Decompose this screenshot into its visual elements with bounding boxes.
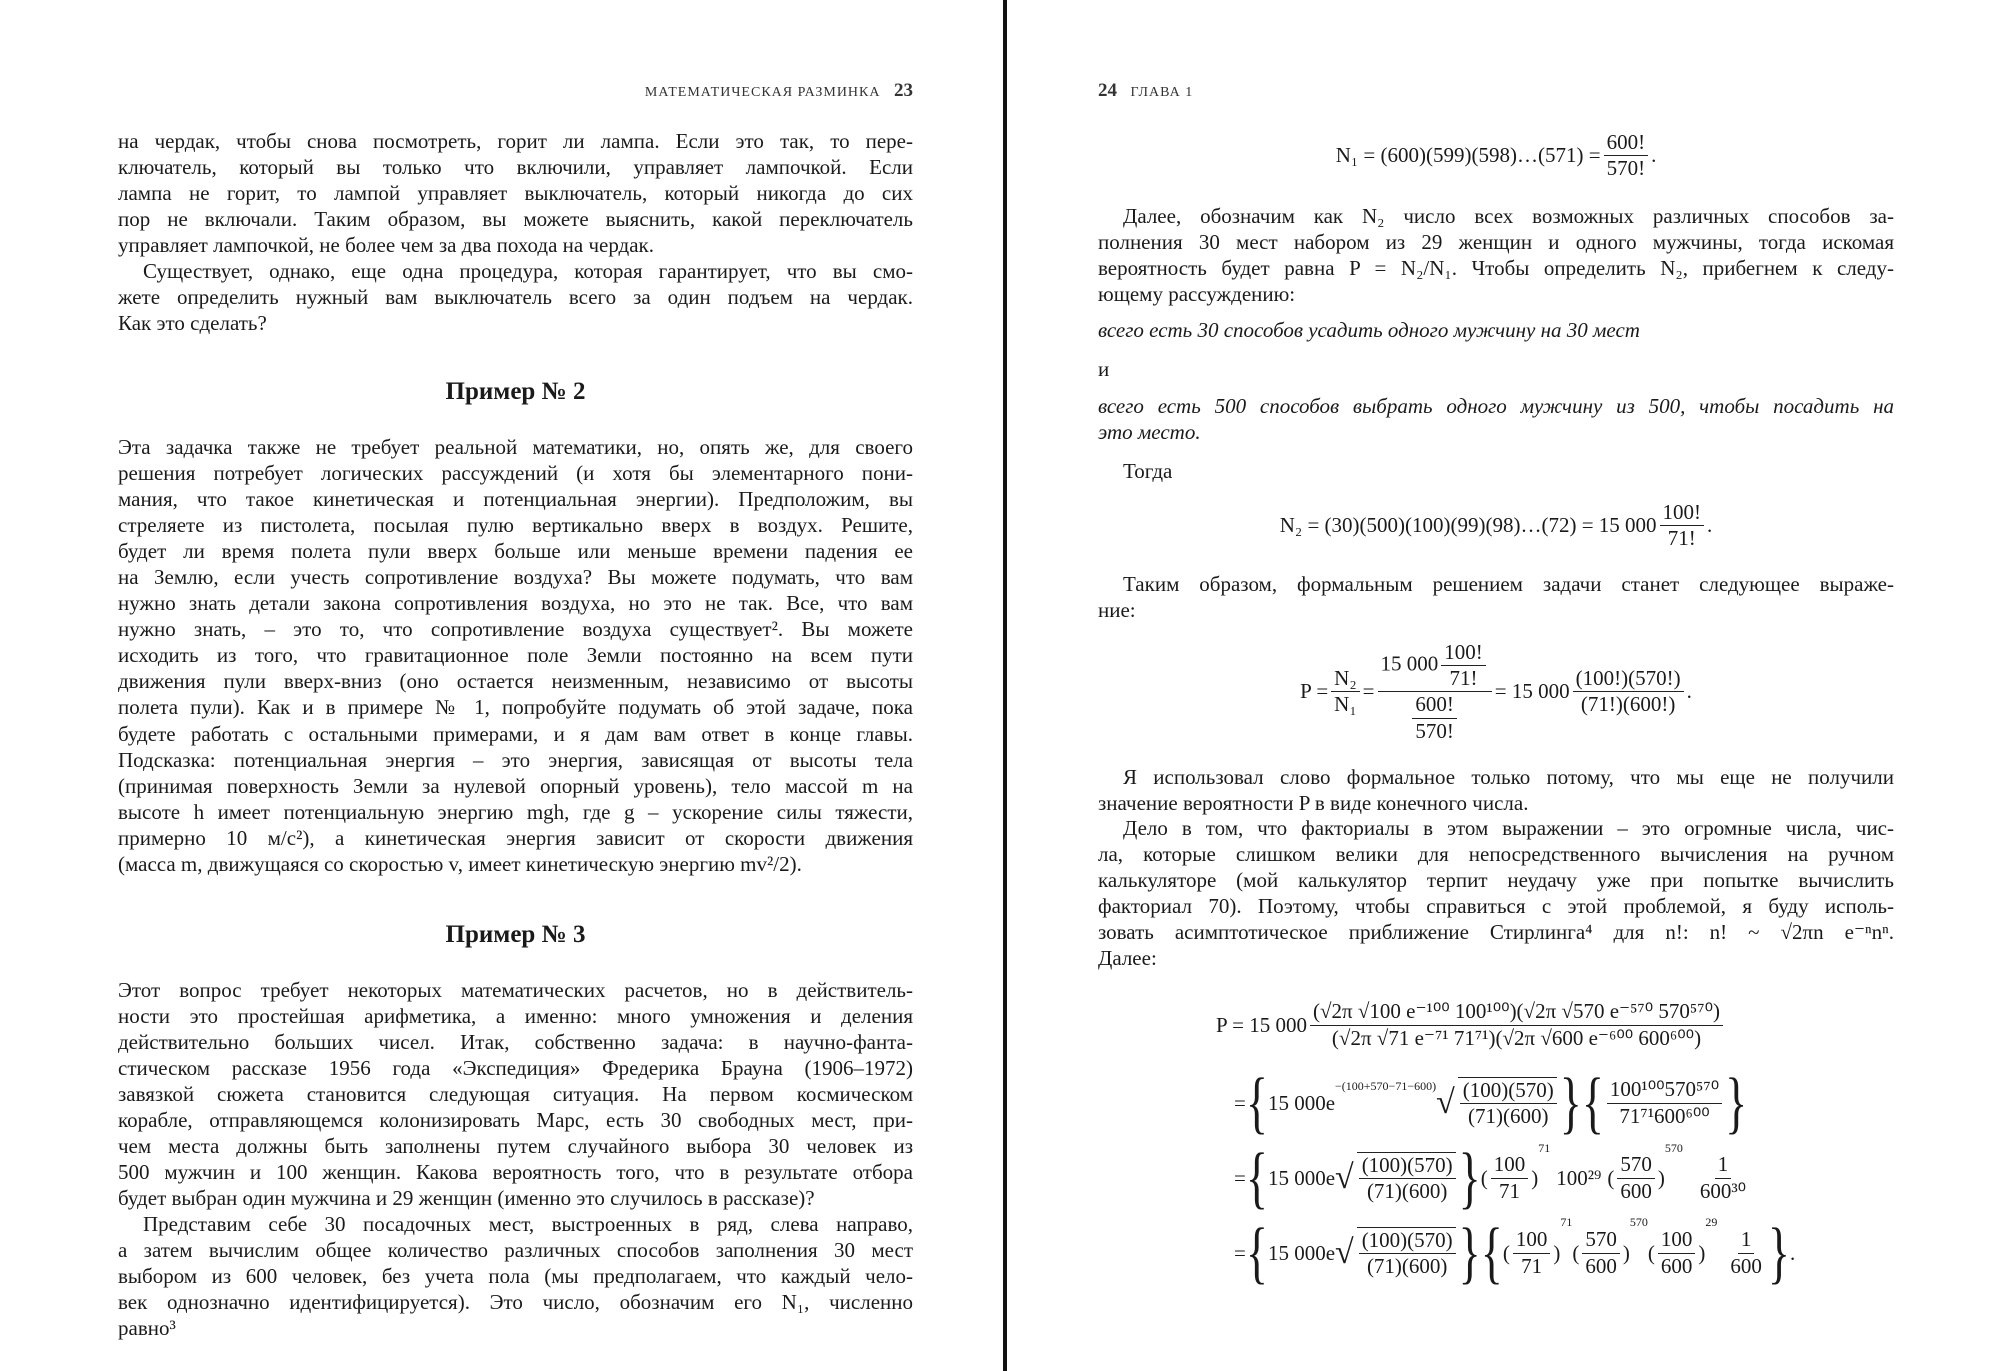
numerator: 600! <box>1604 130 1649 156</box>
equals: = <box>1234 1240 1246 1265</box>
paragraph <box>1098 203 1894 307</box>
text-line: решения потребует логических рассуждений (и хотя бы элементарного пони- <box>118 461 913 486</box>
text-line: жете определить нужный вам выключатель всего за один подъем на чердак. <box>118 285 913 310</box>
fraction <box>1441 640 1486 691</box>
section-heading: Пример № 2 <box>445 378 586 405</box>
numerator: (100!)(570!) <box>1573 666 1684 692</box>
text-line: вероятность будет равна P = N₂/N₁. Чтобы определить N₂, прибегнем к следу- <box>1098 256 1894 281</box>
text-line: пор не включали. Таким образом, вы можете выяснить, какой переключатель <box>118 207 913 232</box>
right-brace: } <box>1458 1214 1481 1291</box>
exponent: 71 <box>1538 1141 1551 1155</box>
text-line: всего есть 30 способов усадить одного мужчину на 30 мест <box>1098 318 1640 342</box>
eq-lhs: N₁ = (600)(599)(598)…(571) = <box>1335 143 1601 168</box>
text-line: ющему рассуждению: <box>1098 282 1296 307</box>
fraction <box>1357 1227 1456 1279</box>
left-brace: { <box>1245 1214 1268 1291</box>
text-line: факториал 70). Поэтому, чтобы справиться с этой проблемой, я буду исполь- <box>1098 894 1894 919</box>
page-number: 24 <box>1098 80 1117 101</box>
denominator: 600³⁰ <box>1699 1178 1747 1203</box>
chapter-title: МАТЕМАТИЧЕСКАЯ РАЗМИНКА <box>644 85 881 100</box>
text-line: завязкой сюжета становится следующая ситуация. На первом космическом <box>118 1082 913 1107</box>
numerator: (100)(570) <box>1359 1153 1456 1179</box>
text-line: это место. <box>1098 420 1201 445</box>
text-line: исходить из того, что гравитационное поле Земли постоянно на всем пути <box>118 643 913 668</box>
text-line: Дело в том, что факториалы в этом выражении – это огромные числа, чис- <box>1123 816 1894 840</box>
text-line: полнения 30 мест набором из 29 женщин и одного мужчины, тогда искомая <box>1098 230 1894 255</box>
text-line: нужно знать детали закона сопротивления воздуха, но это не так. Все, что вам <box>118 591 913 616</box>
paragraph <box>1098 764 1894 816</box>
left-brace: { <box>1581 1064 1604 1141</box>
fraction <box>1604 130 1649 181</box>
section-heading: Пример № 3 <box>445 921 586 948</box>
period: . <box>1789 1240 1796 1265</box>
text-line: движения пули вверх-вниз (оно остается неизменным, независимо от высоты <box>118 669 913 694</box>
denominator <box>1406 692 1463 743</box>
numerator: N₂ <box>1331 666 1360 692</box>
fraction <box>1660 500 1705 551</box>
fraction <box>1617 1152 1655 1203</box>
text-line: будете работать с остальными примерами, и я дам вам ответ в конце главы. <box>118 721 913 746</box>
page-gutter-divider <box>1003 0 1007 1371</box>
denominator: (71!)(600!) <box>1580 692 1676 717</box>
text-line: нужно знать, – это то, что сопротивление воздуха существует². Вы можете <box>118 617 913 642</box>
sqrt-icon: √ <box>1335 1159 1354 1196</box>
derivation-line-2 <box>1234 1065 1795 1141</box>
coefficient: 15 000 <box>1380 651 1439 676</box>
denominator: 600 <box>1585 1253 1617 1278</box>
text-line: будет ли время полета пули вверх больше или меньше времени падения ее <box>118 539 913 564</box>
text-line: зовать асимптотическое приближение Стирлинга⁴ для n!: n! ~ √2πn e⁻ⁿnⁿ. <box>1098 920 1894 945</box>
numerator: 100! <box>1660 500 1705 526</box>
paragraph <box>1098 815 1894 971</box>
text-line: примерно 10 м/с²), а кинетическая энергия зависит от скорости движения <box>118 825 913 850</box>
coefficient: 15 000e <box>1267 1240 1336 1265</box>
equals: = 15 000 <box>1494 679 1570 704</box>
numerator: (√2π √100 e⁻¹⁰⁰ 100¹⁰⁰)(√2π √570 e⁻⁵⁷⁰ 570⁵⁷⁰) <box>1310 999 1723 1025</box>
right-brace: } <box>1559 1064 1582 1141</box>
text-line: корабле, отправляющемся колонизировать Марс, есть 30 свободных мест, при- <box>118 1108 913 1133</box>
right-brace: } <box>1458 1139 1481 1216</box>
text-line: калькуляторе (мой калькулятор терпит неудачу уже при попытке вычислить <box>1098 868 1894 893</box>
numerator: (100)(570) <box>1359 1228 1456 1254</box>
italic-statement <box>1098 317 1894 343</box>
denominator: (71)(600) <box>1366 1179 1448 1203</box>
fraction <box>1491 1152 1529 1203</box>
left-brace: { <box>1245 1064 1268 1141</box>
denominator: 570! <box>1606 156 1646 181</box>
derivation-line-1 <box>1216 985 1795 1065</box>
text-line: высоте h имеет потенциальную энергию mgh, где g – ускорение силы тяжести, <box>118 799 913 824</box>
equation-p <box>1098 640 1894 744</box>
compound-fraction <box>1378 640 1492 744</box>
numerator: 1 <box>1738 1227 1755 1253</box>
text-line: Этот вопрос требует некоторых математических расчетов, но в действитель- <box>118 978 913 1002</box>
numerator: 100¹⁰⁰570⁵⁷⁰ <box>1607 1077 1722 1103</box>
period: . <box>1651 143 1657 168</box>
coefficient: 15 000e <box>1267 1090 1336 1115</box>
numerator <box>1378 640 1492 692</box>
text-line: мания, что такое кинетическая и потенциальная энергии). Предположим, вы <box>118 487 913 512</box>
right-page <box>1098 0 1894 1371</box>
text-line: на Землю, если учесть сопротивление воздуха? Вы можете подумать, что вам <box>118 565 913 590</box>
numerator: 100 <box>1491 1152 1529 1178</box>
fraction <box>1607 1077 1722 1128</box>
text-line: ности это простейшая арифметика, а именно: много умножения и деления <box>118 1004 913 1029</box>
text-line: и <box>1098 357 1110 381</box>
equals: = <box>1234 1090 1246 1115</box>
fraction <box>1331 666 1360 717</box>
paragraph <box>118 434 913 877</box>
text-line: ключатель, который вы только что включили, управляет лампочкой. Если <box>118 155 913 180</box>
paragraph <box>118 128 913 258</box>
fraction <box>1697 1152 1749 1203</box>
text-line: на чердак, чтобы снова посмотреть, горит ли лампа. Если это так, то пере- <box>118 129 913 153</box>
text-line: всего есть 500 способов выбрать одного мужчину из 500, чтобы посадить на <box>1098 394 1894 418</box>
numerator: 100 <box>1513 1227 1551 1253</box>
italic-statement <box>1098 393 1894 445</box>
fraction <box>1727 1227 1765 1278</box>
text-line: век однозначно идентифицируется). Это число, обозначим его N₁, численно <box>118 1290 913 1315</box>
text-line: управляет лампочкой, не более чем за два похода на чердак. <box>118 233 655 258</box>
sqrt-icon: √ <box>1436 1084 1455 1121</box>
exponent: −(100+570−71−600) <box>1335 1079 1437 1093</box>
text-line: чем места должны быть заполнены путем случайного выбора 30 человек из <box>118 1134 913 1159</box>
denominator: (71)(600) <box>1468 1104 1549 1128</box>
text-line: Представим себе 30 посадочных мест, выстроенных в ряд, слева направо, <box>143 1212 913 1236</box>
fraction <box>1513 1227 1551 1278</box>
numerator: 1 <box>1715 1152 1732 1178</box>
numerator: 100 <box>1658 1227 1696 1253</box>
numerator: 570 <box>1617 1152 1655 1178</box>
running-header <box>645 80 913 102</box>
exponent: 71 <box>1560 1215 1573 1229</box>
chapter-title: ГЛАВА 1 <box>1130 85 1194 100</box>
text-line: значение вероятности P в виде конечного числа. <box>1098 791 1529 816</box>
text-line: Как это сделать? <box>118 311 267 336</box>
text-line: а затем вычислим общее количество различных способов заполнения 30 мест <box>118 1238 913 1263</box>
text-line: равно³ <box>118 1316 176 1341</box>
eq-lhs: P = 15 000 <box>1216 1012 1307 1037</box>
numerator: 600! <box>1412 692 1457 718</box>
text-line: Я использовал слово формальное только потому, что мы еще не получили <box>1123 765 1894 789</box>
exponent: 29 <box>1705 1215 1718 1229</box>
denominator: 71⁷¹600⁶⁰⁰ <box>1619 1103 1710 1128</box>
fraction <box>1310 999 1723 1050</box>
paragraph <box>1098 571 1894 623</box>
text-line: (принимая поверхность Земли за нулевой опорный уровень), тело массой m на <box>118 773 913 798</box>
denominator: 570! <box>1415 718 1454 743</box>
text-line: 500 мужчин и 100 женщин. Какова вероятность того, что в результате отбора <box>118 1160 913 1185</box>
running-header <box>1098 80 1193 102</box>
right-brace: } <box>1767 1214 1790 1291</box>
exponent: 570 <box>1629 1215 1648 1229</box>
denominator: 71! <box>1449 666 1478 691</box>
text-line: стическом рассказе 1956 года «Экспедиция» Фредерика Брауна (1906–1972) <box>118 1056 913 1081</box>
eq-lhs: N₂ = (30)(500)(100)(99)(98)…(72) = 15 000 <box>1279 513 1657 538</box>
numerator: 570 <box>1582 1227 1620 1253</box>
left-page <box>118 0 913 1371</box>
coefficient: 15 000e <box>1267 1165 1336 1190</box>
text-line: выбором из 600 человек, без учета пола (мы предполагаем, что каждый чело- <box>118 1264 913 1289</box>
term: 100²⁹ <box>1556 1165 1602 1190</box>
paragraph <box>118 977 913 1211</box>
period: . <box>1686 679 1692 704</box>
denominator: 71 <box>1521 1253 1543 1278</box>
text-line: Далее, обозначим как N₂ число всех возможных различных способов за- <box>1123 204 1894 228</box>
right-brace: } <box>1725 1064 1748 1141</box>
text-line: Таким образом, формальным решением задачи станет следующее выраже- <box>1123 572 1894 596</box>
fraction <box>1412 692 1457 743</box>
text-line: ние: <box>1098 598 1136 623</box>
equation-n2 <box>1098 500 1894 551</box>
page-number: 23 <box>894 80 913 101</box>
eq-lhs: P = <box>1300 679 1329 704</box>
denominator: 600 <box>1620 1178 1652 1203</box>
denominator: 600 <box>1660 1253 1693 1278</box>
text-line: стреляете из пистолета, посылая пулю вертикально вверх в воздух. Решите, <box>118 513 913 538</box>
derivation-line-3: = { 15 000e √ $\frac{(100)(570)}{(71)(600)}$ } ( $\frac{100}{71}$ ) 71 100²⁹ ( $\frac{570}{600}$ ) 570 $\frac{1}{\text{600³⁰}}$ <box>1234 1141 1795 1215</box>
paragraph <box>118 1211 913 1341</box>
denominator: (√2π √71 e⁻⁷¹ 71⁷¹)(√2π √600 e⁻⁶⁰⁰ 600⁶⁰⁰) <box>1331 1025 1702 1050</box>
paragraph <box>1098 458 1894 484</box>
derivation-line-4: = { 15 000e √ $\frac{(100)(570)}{(71)(600)}$ } { ( $\frac{100}{71}$ ) 71 ( $\frac{570}{600}$ ) 570 ( $\frac{100}{600}$ ) 29 $\frac{1}{600}$ } . <box>1234 1214 1796 1291</box>
numerator: (100)(570) <box>1460 1078 1557 1104</box>
paragraph <box>1098 356 1894 382</box>
stirling-derivation <box>1216 985 1795 1291</box>
fraction <box>1573 666 1684 717</box>
fraction <box>1658 1227 1696 1278</box>
text-line: Далее: <box>1098 946 1157 971</box>
text-line: (масса m, движущаяся со скоростью v, имеет кинетическую энергию mv²/2). <box>118 851 802 876</box>
sqrt-icon: √ <box>1335 1234 1354 1271</box>
denominator: N₁ <box>1334 692 1357 717</box>
equation-n1 <box>1098 130 1894 181</box>
left-brace: { <box>1480 1214 1503 1291</box>
denominator: (71)(600) <box>1366 1254 1448 1278</box>
numerator: 100! <box>1441 640 1486 666</box>
text-line: Тогда <box>1123 459 1173 483</box>
text-line: ла, которые слишком велики для непосредственного вычисления на ручном <box>1098 842 1894 867</box>
text-line: будет выбран один мужчина и 29 женщин (именно это случилось в рассказе)? <box>118 1186 815 1211</box>
text-line: лампа не горит, то лампой управляет выключатель, который никогда до сих <box>118 181 913 206</box>
equals: = <box>1234 1165 1246 1190</box>
paragraph <box>118 258 913 336</box>
fraction <box>1458 1077 1557 1129</box>
denominator: 600 <box>1730 1253 1762 1278</box>
text-line: Подсказка: потенциальная энергия – это энергия, зависящая от высоты тела <box>118 747 913 772</box>
fraction <box>1582 1227 1620 1278</box>
period: . <box>1707 513 1713 538</box>
left-brace: { <box>1245 1139 1268 1216</box>
text-line: Эта задачка также не требует реальной математики, но, опять же, для своего <box>118 435 913 459</box>
text-line: Существует, однако, еще одна процедура, которая гарантирует, что вы смо- <box>143 259 913 283</box>
text-line: полета пули). Как и в примере № 1, попробуйте подумать об этой задаче, пока <box>118 695 913 720</box>
denominator: 71 <box>1499 1178 1521 1203</box>
denominator: 71! <box>1667 526 1696 551</box>
fraction <box>1357 1152 1456 1204</box>
text-line: действительно больших чисел. Итак, собственно задача: в научно-фанта- <box>118 1030 913 1055</box>
equals: = <box>1362 679 1375 704</box>
exponent: 570 <box>1664 1141 1683 1155</box>
